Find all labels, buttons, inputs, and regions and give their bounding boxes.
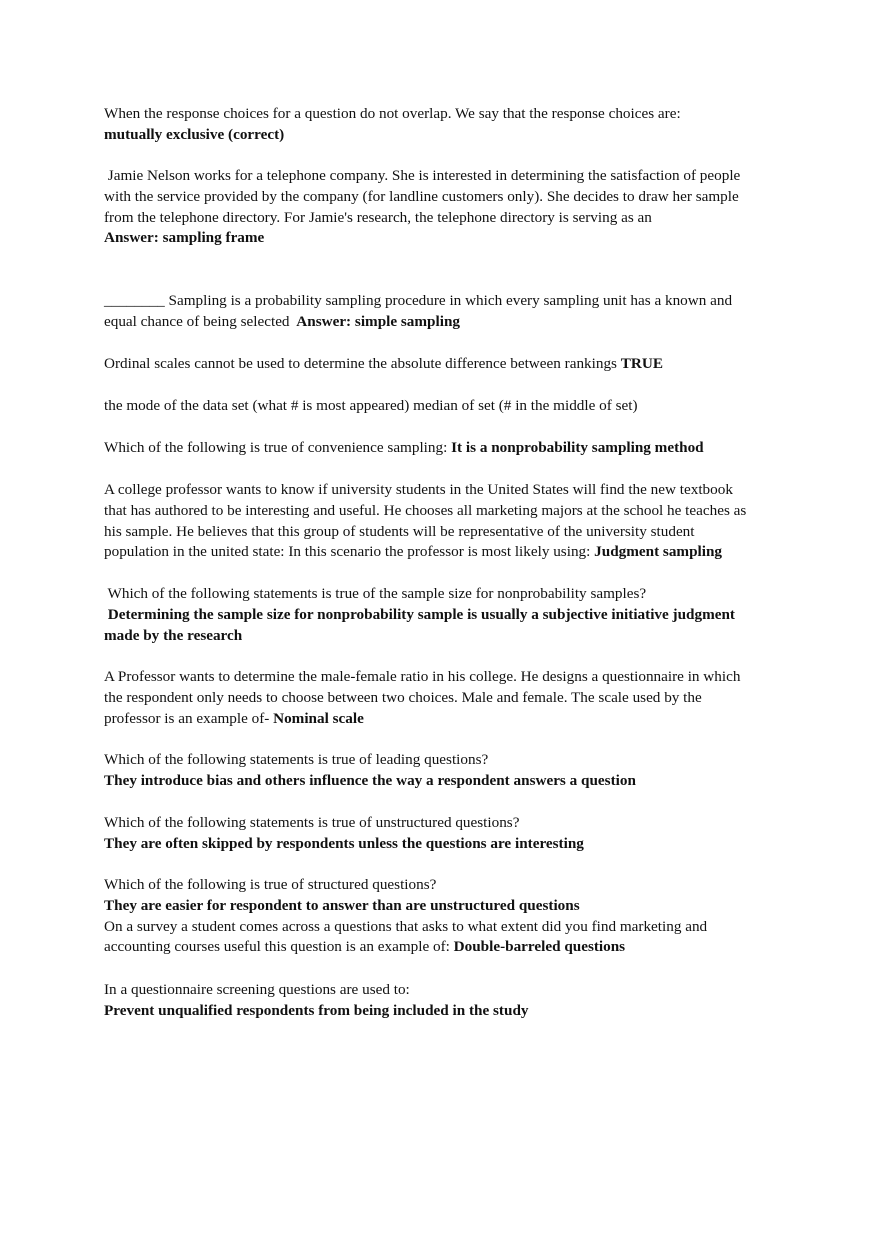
- answer-text: Answer: simple sampling: [293, 312, 460, 330]
- question-answer-line: [104, 542, 784, 563]
- question-text: professor is an example of-: [104, 709, 274, 727]
- qa-mutually-exclusive: [104, 104, 784, 146]
- qa-screening-questions: [104, 980, 784, 1022]
- question-text: ________ Sampling is a probability sampling procedure in which every sampling unit has a known and: [104, 292, 733, 309]
- answer-text: Answer: sampling frame: [104, 229, 265, 247]
- qa-nonprobability-sample-size: [104, 584, 784, 646]
- qa-convenience-sampling: [104, 438, 784, 459]
- question-text: Which of the following is true of structured questions?: [104, 876, 437, 893]
- answer-text: Judgment sampling: [594, 543, 723, 561]
- qa-sampling-frame: [104, 166, 784, 249]
- answer-text: Double-barreled questions: [453, 938, 626, 956]
- qa-structured-questions: [104, 875, 784, 958]
- question-text: A Professor wants to determine the male-female ratio in his college. He designs a questionnaire in which: [104, 668, 741, 685]
- question-text: Which of the following is true of convenience sampling:: [104, 439, 452, 456]
- qa-leading-questions: [104, 750, 784, 792]
- answer-text: They are often skipped by respondents unless the questions are interesting: [104, 834, 584, 852]
- question-answer-line: [104, 354, 784, 375]
- question-text: accounting courses useful this question is an example of:: [104, 938, 454, 956]
- question-text: from the telephone directory. For Jamie's research, the telephone directory is serving as an: [104, 208, 652, 226]
- question-text: A college professor wants to know if university students in the United States will find the new textbook: [104, 481, 733, 498]
- answer-text: TRUE: [620, 355, 663, 372]
- question-text: In a questionnaire screening questions are used to:: [104, 981, 410, 998]
- question-text: On a survey a student comes across a questions that asks to what extent did you find marketing and: [104, 917, 708, 935]
- question-text: the respondent only needs to choose between two choices. Male and female. The scale used by the: [104, 688, 702, 706]
- answer-text: mutually exclusive (correct): [104, 125, 285, 143]
- question-text: with the service provided by the company (for landline customers only). She decides to draw her sample: [104, 187, 739, 205]
- qa-ordinal-scales: [104, 354, 784, 375]
- qa-unstructured-questions: [104, 813, 784, 855]
- question-text: equal chance of being selected: [104, 312, 294, 330]
- answer-text: Prevent unqualified respondents from being included in the study: [104, 1001, 529, 1019]
- answer-text: made by the research: [104, 626, 243, 644]
- question-answer-line: [104, 709, 784, 730]
- answer-text: They introduce bias and others influence the way a respondent answers a question: [104, 771, 636, 789]
- answer-text: It is a nonprobability sampling method: [451, 439, 704, 456]
- question-text: Ordinal scales cannot be used to determine the absolute difference between rankings: [104, 355, 621, 372]
- note-mode-median: [104, 396, 784, 417]
- question-answer-line: [104, 438, 784, 459]
- question-answer-line: [104, 937, 784, 958]
- question-text: When the response choices for a question do not overlap. We say that the response choices are:: [104, 105, 681, 122]
- qa-nominal-scale: [104, 667, 784, 729]
- question-text: population in the united state: In this scenario the professor is most likely using:: [104, 543, 595, 561]
- answer-text: They are easier for respondent to answer than are unstructured questions: [104, 896, 580, 914]
- question-text: his sample. He believes that this group of students will be representative of the university student: [104, 522, 695, 540]
- answer-text: Determining the sample size for nonprobability sample is usually a subjective initiative judgment: [104, 605, 735, 623]
- note-text: the mode of the data set (what # is most appeared) median of set (# in the middle of set): [104, 397, 638, 414]
- question-text: that has authored to be interesting and useful. He chooses all marketing majors at the school he teaches as: [104, 501, 747, 519]
- question-answer-line: [104, 312, 784, 333]
- question-text: Jamie Nelson works for a telephone company. She is interested in determining the satisfaction of people: [104, 167, 741, 184]
- answer-text: Nominal scale: [273, 709, 364, 727]
- question-text: Which of the following statements is true of the sample size for nonprobability samples?: [104, 585, 647, 602]
- question-text: Which of the following statements is true of leading questions?: [104, 751, 489, 768]
- qa-simple-sampling: [104, 291, 784, 333]
- qa-judgment-sampling: [104, 480, 784, 563]
- question-text: Which of the following statements is true of unstructured questions?: [104, 814, 520, 831]
